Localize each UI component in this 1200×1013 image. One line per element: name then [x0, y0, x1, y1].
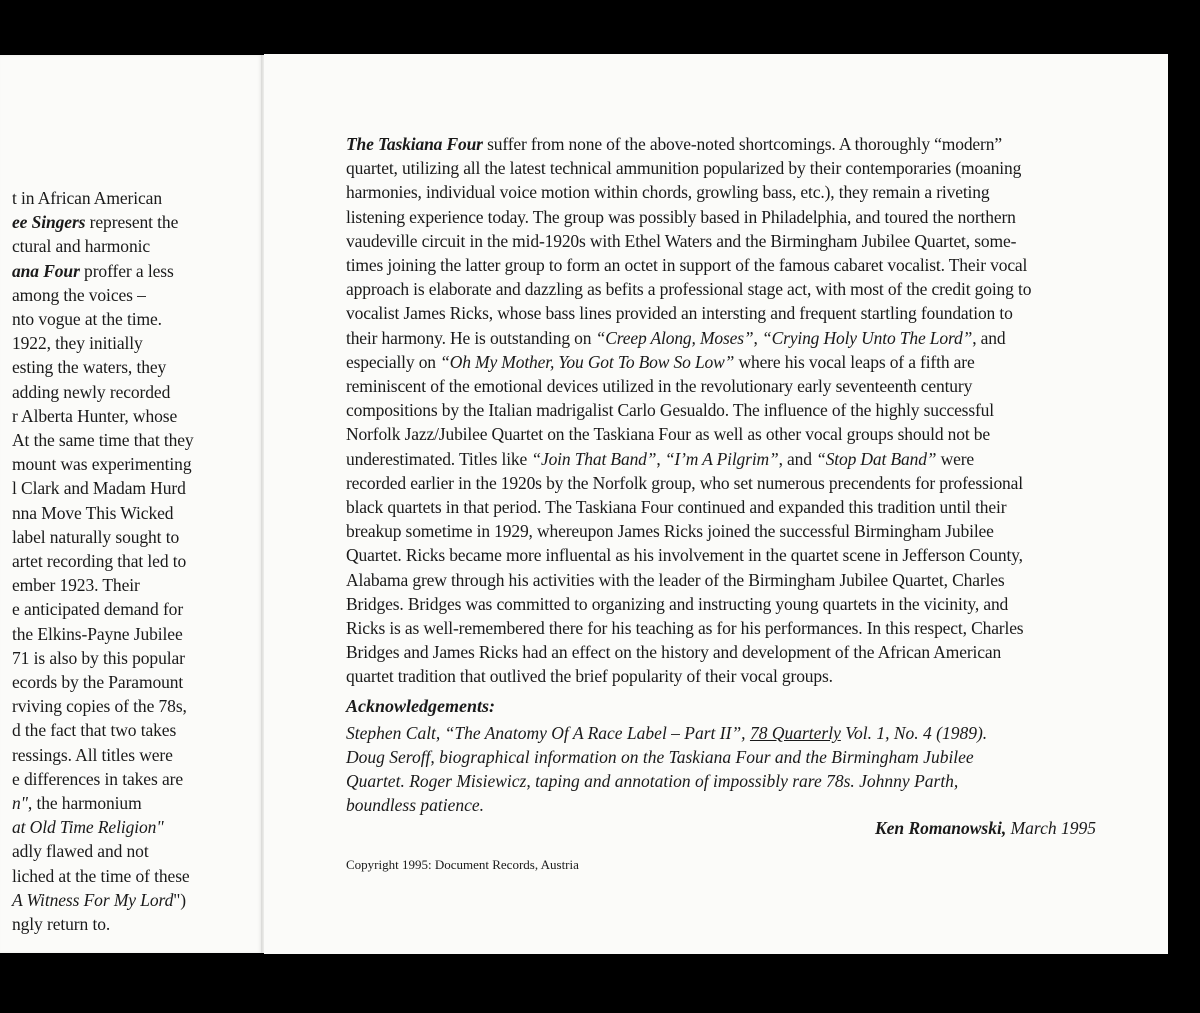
text-run: represent the: [85, 212, 179, 233]
text-run: , and: [778, 448, 817, 469]
text-run: were: [936, 448, 975, 469]
text-run: compositions by the Italian madrigalist Carlo Gesualdo. The influence of the highly successful: [346, 400, 994, 421]
left-text-line: [0, 186, 194, 210]
body-text-line: [346, 592, 1106, 616]
text-run: where his vocal leaps of a fifth are: [734, 351, 975, 372]
body-text-line: [346, 229, 1106, 253]
body-text-line: [346, 132, 1106, 156]
left-text-line: [0, 622, 194, 646]
text-run: r Alberta Hunter, whose: [12, 405, 178, 426]
text-run: Norfolk Jazz/Jubilee Quartet on the Taskiana Four as well as other vocal groups should not be: [346, 424, 990, 445]
left-text-line: [0, 380, 194, 404]
body-text-line: [346, 447, 1106, 471]
text-run: A Witness For My Lord: [12, 889, 174, 910]
body-text-line: [346, 350, 1106, 374]
text-run: “Join That Band”: [531, 448, 657, 469]
left-text-line: [0, 815, 194, 839]
body-text-line: [346, 326, 1106, 350]
left-text-line: [0, 234, 194, 258]
left-text-line: [0, 259, 194, 283]
acknowledgement-line: [346, 745, 1106, 769]
left-booklet-page: [0, 55, 262, 953]
body-text-line: [346, 568, 1106, 592]
text-run: "): [173, 889, 187, 910]
left-text-line: [0, 597, 194, 621]
text-run: d the fact that two takes: [12, 720, 177, 741]
left-page-text: [0, 186, 194, 936]
author-signature: [875, 818, 1096, 839]
text-run: underestimated. Titles like: [346, 448, 532, 469]
left-text-line: [0, 525, 194, 549]
left-text-line: [0, 864, 194, 888]
text-run: Quartet. Ricks became more influental as his involvement in the quartet scene in Jefferson County,: [346, 545, 1023, 566]
text-run: Doug Seroff, biographical information on the Taskiana Four and the Birmingham Jubilee: [346, 747, 974, 767]
text-run: breakup sometime in 1929, whereupon James Ricks joined the successful Birmingham Jubilee: [346, 521, 994, 542]
text-run: “Creep Along, Moses”: [595, 327, 754, 348]
text-run: 78 Quarterly: [749, 723, 841, 743]
left-text-line: [0, 355, 194, 379]
text-run: boundless patience.: [346, 795, 485, 815]
text-run: mount was experimenting: [12, 454, 192, 475]
left-text-line: [0, 646, 194, 670]
text-run: At the same time that they: [12, 430, 194, 451]
text-run: l Clark and Madam Hurd: [12, 478, 186, 499]
left-text-line: [0, 839, 194, 863]
text-run: quartet tradition that outlived the brief popularity of their vocal groups.: [346, 666, 833, 687]
body-text-line: [346, 253, 1106, 277]
text-run: t in African American: [12, 188, 162, 208]
text-run: artet recording that led to: [12, 551, 187, 572]
body-text-line: [346, 398, 1106, 422]
left-text-line: [0, 501, 194, 525]
left-text-line: [0, 718, 194, 742]
left-text-line: [0, 670, 194, 694]
left-text-line: [0, 210, 194, 234]
text-run: rviving copies of the 78s,: [12, 696, 187, 717]
body-text-line: [346, 301, 1106, 325]
text-run: nto vogue at the time.: [12, 309, 162, 330]
text-run: adding newly recorded: [12, 381, 171, 402]
text-run: harmonies, individual voice motion within chords, growling bass, etc.), they remain a riveting: [346, 182, 990, 203]
text-run: 71 is also by this popular: [12, 647, 185, 668]
text-run: n": [12, 793, 28, 814]
left-text-line: [0, 573, 194, 597]
text-run: Ricks is as well-remembered there for his teaching as for his performances. In this respect, Charles: [346, 618, 1024, 639]
text-run: adly flawed and not: [12, 841, 149, 862]
body-text-line: [346, 422, 1106, 446]
text-run: liched at the time of these: [12, 865, 190, 886]
text-run: “Oh My Mother, You Got To Bow So Low”: [440, 351, 735, 372]
left-text-line: [0, 549, 194, 573]
acknowledgements-text: [346, 721, 1106, 817]
text-run: ,: [753, 327, 762, 348]
acknowledgements-heading: Acknowledgements:: [346, 696, 495, 716]
acknowledgement-line: [346, 721, 1106, 745]
text-run: label naturally sought to: [12, 526, 180, 547]
text-run: , and: [972, 327, 1006, 348]
text-run: ,: [656, 448, 665, 469]
text-run: suffer from none of the above-noted shortcomings. A thoroughly “modern”: [482, 134, 1002, 154]
left-text-line: [0, 476, 194, 500]
text-run: black quartets in that period. The Taskiana Four continued and expanded this tradition until their: [346, 497, 1007, 518]
text-run: reminiscent of the emotional devices utilized in the revolutionary early seventeenth century: [346, 376, 973, 397]
left-text-line: [0, 743, 194, 767]
author-name: Ken Romanowski,: [874, 818, 1007, 838]
text-run: listening experience today. The group was possibly based in Philadelphia, and toured the northern: [346, 206, 1016, 227]
text-run: , the harmonium: [27, 793, 142, 814]
text-run: ember 1923. Their: [12, 575, 140, 596]
body-text-line: [346, 543, 1106, 567]
text-run: Vol. 1, No. 4 (1989).: [840, 723, 988, 743]
body-text-line: [346, 180, 1106, 204]
text-run: ctural and harmonic: [12, 236, 151, 257]
text-run: the Elkins-Payne Jubilee: [12, 623, 183, 644]
left-text-line: [0, 452, 194, 476]
text-run: ecords by the Paramount: [12, 672, 184, 693]
text-run: Stephen Calt, “The Anatomy Of A Race Label – Part II”,: [346, 723, 750, 743]
text-run: vocalist James Ricks, whose bass lines provided an intersting and frequent startling foundation to: [346, 303, 1013, 324]
text-run: nna Move This Wicked: [12, 502, 174, 523]
left-text-line: [0, 404, 194, 428]
text-run: approach is elaborate and dazzling as befits a professional stage act, with most of the credit going to: [346, 279, 1032, 300]
body-text-line: [346, 640, 1106, 664]
left-text-line: [0, 307, 194, 331]
left-text-line: [0, 694, 194, 718]
text-run: proffer a less: [79, 260, 174, 281]
body-text-line: [346, 205, 1106, 229]
text-run: at Old Time Religion": [12, 817, 164, 838]
left-text-line: [0, 331, 194, 355]
text-run: Quartet. Roger Misiewicz, taping and annotation of impossibly rare 78s. Johnny Parth,: [346, 771, 959, 791]
text-run: ngly return to.: [12, 914, 111, 935]
body-text-line: [346, 471, 1106, 495]
liner-notes-body: [346, 132, 1106, 689]
copyright-notice: Copyright 1995: Document Records, Austria: [346, 857, 579, 872]
text-run: among the voices –: [12, 284, 146, 305]
text-run: Bridges. Bridges was committed to organizing and instructing young quartets in the vicinity, and: [346, 593, 1009, 614]
body-text-line: [346, 156, 1106, 180]
text-run: “Crying Holy Unto The Lord”: [761, 327, 973, 348]
left-text-line: [0, 767, 194, 791]
body-text-line: [346, 277, 1106, 301]
text-run: Alabama grew through his activities with the leader of the Birmingham Jubilee Quartet, Charles: [346, 569, 1005, 590]
right-booklet-page: [264, 54, 1168, 954]
text-run: times joining the latter group to form an octet in support of the famous cabaret vocalist. Their vocal: [346, 255, 1028, 276]
text-run: their harmony. He is outstanding on: [346, 327, 596, 348]
body-text-line: [346, 664, 1106, 688]
body-text-line: [346, 616, 1106, 640]
acknowledgement-line: [346, 769, 1106, 793]
body-text-line: [346, 374, 1106, 398]
left-text-line: [0, 283, 194, 307]
text-run: especially on: [346, 351, 441, 372]
text-run: ana Four: [12, 260, 80, 281]
text-run: recorded earlier in the 1920s by the Norfolk group, who set numerous precendents for professional: [346, 472, 1023, 493]
text-run: The Taskiana Four: [346, 134, 483, 154]
left-text-line: [0, 888, 194, 912]
left-text-line: [0, 428, 194, 452]
text-run: ee Singers: [12, 212, 86, 233]
text-run: esting the waters, they: [12, 357, 167, 378]
acknowledgement-line: [346, 793, 1106, 817]
left-text-line: [0, 791, 194, 815]
text-run: Bridges and James Ricks had an effect on the history and development of the African American: [346, 642, 1002, 663]
text-run: e anticipated demand for: [12, 599, 184, 620]
text-run: e differences in takes are: [12, 768, 184, 789]
signature-date: March 1995: [1006, 818, 1096, 838]
text-run: “Stop Dat Band”: [816, 448, 937, 469]
text-run: 1922, they initially: [12, 333, 143, 354]
text-run: ressings. All titles were: [12, 744, 173, 765]
text-run: quartet, utilizing all the latest technical ammunition popularized by their contemporaries (moaning: [346, 158, 1022, 179]
text-run: vaudeville circuit in the mid-1920s with Ethel Waters and the Birmingham Jubilee Quartet, some-: [346, 230, 1017, 251]
text-run: “I’m A Pilgrim”: [664, 448, 779, 469]
body-text-line: [346, 519, 1106, 543]
body-text-line: [346, 495, 1106, 519]
left-text-line: [0, 912, 194, 936]
